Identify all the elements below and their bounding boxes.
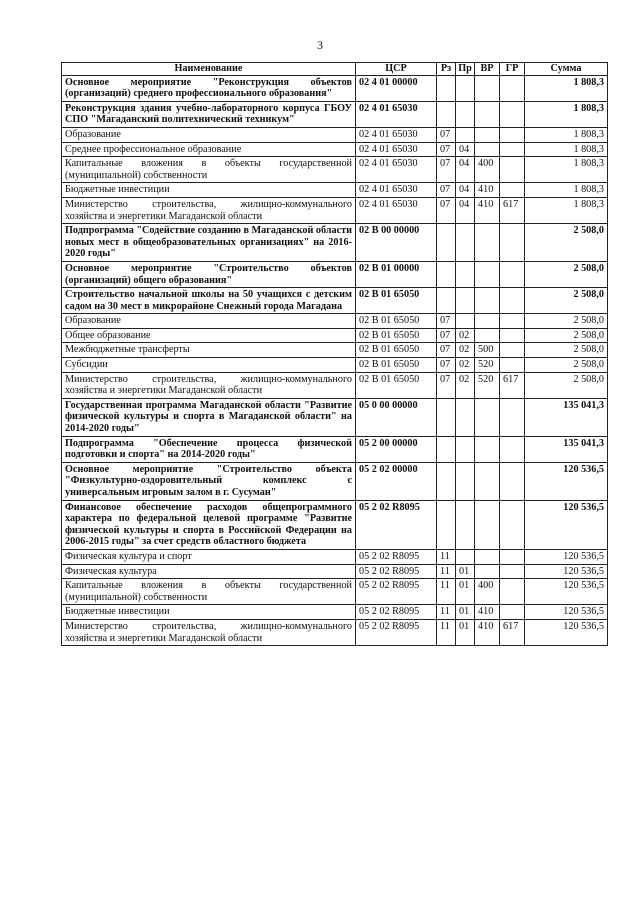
- cell-vr: 520: [475, 372, 500, 398]
- cell-rz: [437, 436, 456, 462]
- cell-name: Основное мероприятие "Строительство объекта "Физкультурно-оздоровительный комплекс с универсальным игровым залом в г. Сусуман": [62, 462, 356, 500]
- cell-csr: 02 4 01 65030: [356, 101, 437, 127]
- cell-pr: 04: [456, 183, 475, 198]
- header-name: Наименование: [62, 63, 356, 76]
- table-row: [62, 314, 608, 329]
- cell-gr: [500, 462, 525, 500]
- cell-rz: 07: [437, 157, 456, 183]
- cell-gr: [500, 314, 525, 329]
- cell-csr: 02 В 01 65050: [356, 288, 437, 314]
- header-gr: ГР: [500, 63, 525, 76]
- cell-vr: 410: [475, 605, 500, 620]
- cell-vr: [475, 328, 500, 343]
- budget-table: [61, 62, 608, 646]
- cell-pr: [456, 224, 475, 262]
- cell-sum: 2 508,0: [525, 328, 608, 343]
- cell-pr: 02: [456, 343, 475, 358]
- cell-sum: 120 536,5: [525, 462, 608, 500]
- cell-vr: 400: [475, 579, 500, 605]
- cell-pr: 04: [456, 197, 475, 223]
- cell-name: Основное мероприятие "Строительство объектов (организаций) общего образования": [62, 261, 356, 287]
- cell-pr: 02: [456, 358, 475, 373]
- cell-csr: 02 В 01 65050: [356, 343, 437, 358]
- header-rz: Рз: [437, 63, 456, 76]
- cell-csr: 02 В 01 65050: [356, 358, 437, 373]
- cell-rz: 07: [437, 127, 456, 142]
- cell-rz: 07: [437, 372, 456, 398]
- cell-name: Образование: [62, 314, 356, 329]
- cell-sum: 1 808,3: [525, 157, 608, 183]
- cell-pr: [456, 398, 475, 436]
- cell-sum: 1 808,3: [525, 101, 608, 127]
- header-pr: Пр: [456, 63, 475, 76]
- cell-pr: 01: [456, 605, 475, 620]
- cell-vr: [475, 398, 500, 436]
- cell-sum: 120 536,5: [525, 549, 608, 564]
- cell-csr: 05 2 02 R8095: [356, 619, 437, 645]
- cell-pr: 02: [456, 372, 475, 398]
- cell-gr: 617: [500, 197, 525, 223]
- table-row: [62, 436, 608, 462]
- cell-sum: 2 508,0: [525, 314, 608, 329]
- cell-csr: 02 4 01 65030: [356, 142, 437, 157]
- cell-gr: [500, 261, 525, 287]
- cell-rz: [437, 500, 456, 549]
- table-row: [62, 261, 608, 287]
- table-body: [62, 75, 608, 646]
- cell-csr: 02 В 01 65050: [356, 372, 437, 398]
- cell-rz: 11: [437, 549, 456, 564]
- cell-sum: 2 508,0: [525, 288, 608, 314]
- cell-gr: [500, 157, 525, 183]
- cell-vr: 500: [475, 343, 500, 358]
- cell-vr: [475, 462, 500, 500]
- cell-sum: 1 808,3: [525, 127, 608, 142]
- table-row: [62, 549, 608, 564]
- cell-csr: 02 4 01 65030: [356, 197, 437, 223]
- cell-gr: [500, 75, 525, 101]
- cell-gr: [500, 549, 525, 564]
- cell-sum: 120 536,5: [525, 605, 608, 620]
- cell-csr: 02 4 01 65030: [356, 127, 437, 142]
- cell-vr: [475, 127, 500, 142]
- cell-name: Капитальные вложения в объекты государственной (муниципальной) собственности: [62, 157, 356, 183]
- cell-vr: 410: [475, 183, 500, 198]
- cell-gr: [500, 500, 525, 549]
- table-row: [62, 197, 608, 223]
- cell-csr: 05 2 02 R8095: [356, 564, 437, 579]
- cell-rz: 07: [437, 314, 456, 329]
- cell-rz: 11: [437, 605, 456, 620]
- cell-vr: [475, 261, 500, 287]
- cell-sum: 1 808,3: [525, 183, 608, 198]
- cell-name: Финансовое обеспечение расходов общепрограммного характера по федеральной целевой программе "Развитие физической культуры и спорта в Российской Федерации на 2006-2015 годы" за счет средств областного бюджета: [62, 500, 356, 549]
- table-row: [62, 358, 608, 373]
- header-vr: ВР: [475, 63, 500, 76]
- cell-rz: [437, 261, 456, 287]
- cell-pr: 01: [456, 579, 475, 605]
- cell-gr: [500, 579, 525, 605]
- cell-vr: [475, 288, 500, 314]
- cell-rz: 07: [437, 343, 456, 358]
- cell-gr: [500, 101, 525, 127]
- cell-gr: [500, 328, 525, 343]
- cell-sum: 120 536,5: [525, 579, 608, 605]
- cell-pr: [456, 436, 475, 462]
- cell-vr: 520: [475, 358, 500, 373]
- cell-name: Субсидии: [62, 358, 356, 373]
- cell-vr: 400: [475, 157, 500, 183]
- cell-name: Образование: [62, 127, 356, 142]
- cell-csr: 05 2 02 R8095: [356, 605, 437, 620]
- cell-gr: [500, 398, 525, 436]
- table-row: [62, 372, 608, 398]
- cell-csr: 02 4 01 65030: [356, 157, 437, 183]
- cell-gr: [500, 142, 525, 157]
- cell-gr: [500, 224, 525, 262]
- cell-sum: 2 508,0: [525, 343, 608, 358]
- cell-name: Капитальные вложения в объекты государственной (муниципальной) собственности: [62, 579, 356, 605]
- table-row: [62, 142, 608, 157]
- cell-pr: 02: [456, 328, 475, 343]
- table-row: [62, 224, 608, 262]
- cell-csr: 02 4 01 00000: [356, 75, 437, 101]
- table-row: [62, 183, 608, 198]
- cell-rz: 07: [437, 358, 456, 373]
- cell-pr: [456, 288, 475, 314]
- table-row: [62, 75, 608, 101]
- cell-sum: 2 508,0: [525, 224, 608, 262]
- cell-vr: 410: [475, 619, 500, 645]
- cell-name: Реконструкция здания учебно-лабораторного корпуса ГБОУ СПО "Магаданский политехнический техникум": [62, 101, 356, 127]
- table-row: [62, 462, 608, 500]
- table-row: [62, 101, 608, 127]
- header-sum: Сумма: [525, 63, 608, 76]
- cell-sum: 2 508,0: [525, 372, 608, 398]
- cell-sum: 120 536,5: [525, 619, 608, 645]
- cell-pr: 01: [456, 564, 475, 579]
- cell-name: Министерство строительства, жилищно-коммунального хозяйства и энергетики Магаданской области: [62, 372, 356, 398]
- cell-gr: [500, 605, 525, 620]
- cell-sum: 135 041,3: [525, 436, 608, 462]
- cell-vr: [475, 314, 500, 329]
- cell-vr: [475, 101, 500, 127]
- table-row: [62, 500, 608, 549]
- cell-sum: 120 536,5: [525, 564, 608, 579]
- cell-csr: 05 2 02 R8095: [356, 500, 437, 549]
- page-number: 3: [317, 38, 323, 52]
- cell-rz: [437, 398, 456, 436]
- cell-name: Министерство строительства, жилищно-коммунального хозяйства и энергетики Магаданской области: [62, 619, 356, 645]
- cell-name: Подпрограмма "Обеспечение процесса физической подготовки и спорта" на 2014-2020 годы": [62, 436, 356, 462]
- cell-vr: [475, 564, 500, 579]
- cell-gr: [500, 358, 525, 373]
- cell-rz: 07: [437, 142, 456, 157]
- cell-csr: 05 2 02 00000: [356, 462, 437, 500]
- cell-csr: 05 2 02 R8095: [356, 549, 437, 564]
- cell-csr: 02 4 01 65030: [356, 183, 437, 198]
- cell-gr: [500, 564, 525, 579]
- cell-vr: [475, 75, 500, 101]
- cell-rz: 07: [437, 183, 456, 198]
- cell-rz: 07: [437, 197, 456, 223]
- cell-sum: 120 536,5: [525, 500, 608, 549]
- cell-sum: 135 041,3: [525, 398, 608, 436]
- table-header-row: [62, 63, 608, 76]
- cell-csr: 02 В 01 65050: [356, 314, 437, 329]
- cell-sum: 2 508,0: [525, 358, 608, 373]
- cell-rz: [437, 224, 456, 262]
- cell-rz: 11: [437, 579, 456, 605]
- cell-name: Подпрограмма "Содействие созданию в Магаданской области новых мест в общеобразовательных организациях" на 2016-2020 годы": [62, 224, 356, 262]
- cell-name: Физическая культура и спорт: [62, 549, 356, 564]
- cell-pr: [456, 549, 475, 564]
- table-row: [62, 288, 608, 314]
- cell-sum: 1 808,3: [525, 75, 608, 101]
- table-row: [62, 605, 608, 620]
- cell-name: Бюджетные инвестиции: [62, 183, 356, 198]
- cell-pr: [456, 500, 475, 549]
- cell-vr: [475, 500, 500, 549]
- cell-rz: [437, 462, 456, 500]
- table-row: [62, 127, 608, 142]
- cell-rz: 11: [437, 619, 456, 645]
- cell-pr: [456, 127, 475, 142]
- cell-gr: [500, 343, 525, 358]
- table-row: [62, 619, 608, 645]
- cell-gr: 617: [500, 372, 525, 398]
- cell-gr: 617: [500, 619, 525, 645]
- cell-csr: 05 2 02 R8095: [356, 579, 437, 605]
- cell-rz: [437, 75, 456, 101]
- cell-vr: [475, 142, 500, 157]
- table-row: [62, 157, 608, 183]
- cell-name: Министерство строительства, жилищно-коммунального хозяйства и энергетики Магаданской области: [62, 197, 356, 223]
- cell-name: Строительство начальной школы на 50 учащихся с детским садом на 30 мест в микрорайоне Снежный города Магадана: [62, 288, 356, 314]
- cell-name: Государственная программа Магаданской области "Развитие физической культуры и спорта в Магаданской области" на 2014-2020 годы": [62, 398, 356, 436]
- cell-pr: [456, 314, 475, 329]
- cell-pr: [456, 462, 475, 500]
- header-csr: ЦСР: [356, 63, 437, 76]
- cell-gr: [500, 183, 525, 198]
- cell-pr: [456, 75, 475, 101]
- cell-gr: [500, 288, 525, 314]
- cell-rz: [437, 288, 456, 314]
- cell-pr: [456, 101, 475, 127]
- table-row: [62, 398, 608, 436]
- cell-csr: 05 0 00 00000: [356, 398, 437, 436]
- cell-vr: 410: [475, 197, 500, 223]
- cell-rz: 07: [437, 328, 456, 343]
- cell-name: Бюджетные инвестиции: [62, 605, 356, 620]
- cell-sum: 1 808,3: [525, 142, 608, 157]
- cell-name: Физическая культура: [62, 564, 356, 579]
- cell-vr: [475, 224, 500, 262]
- cell-csr: 02 В 01 65050: [356, 328, 437, 343]
- cell-name: Общее образование: [62, 328, 356, 343]
- table-row: [62, 564, 608, 579]
- cell-sum: 2 508,0: [525, 261, 608, 287]
- table-row: [62, 328, 608, 343]
- table-row: [62, 343, 608, 358]
- table-row: [62, 579, 608, 605]
- cell-csr: 02 В 01 00000: [356, 261, 437, 287]
- cell-sum: 1 808,3: [525, 197, 608, 223]
- cell-rz: 11: [437, 564, 456, 579]
- cell-csr: 02 В 00 00000: [356, 224, 437, 262]
- cell-pr: [456, 261, 475, 287]
- cell-name: Среднее профессиональное образование: [62, 142, 356, 157]
- cell-csr: 05 2 00 00000: [356, 436, 437, 462]
- cell-name: Межбюджетные трансферты: [62, 343, 356, 358]
- cell-name: Основное мероприятие "Реконструкция объектов (организаций) среднего профессионального образования": [62, 75, 356, 101]
- cell-vr: [475, 549, 500, 564]
- cell-pr: 01: [456, 619, 475, 645]
- cell-pr: 04: [456, 142, 475, 157]
- cell-pr: 04: [456, 157, 475, 183]
- cell-gr: [500, 127, 525, 142]
- cell-vr: [475, 436, 500, 462]
- cell-rz: [437, 101, 456, 127]
- cell-gr: [500, 436, 525, 462]
